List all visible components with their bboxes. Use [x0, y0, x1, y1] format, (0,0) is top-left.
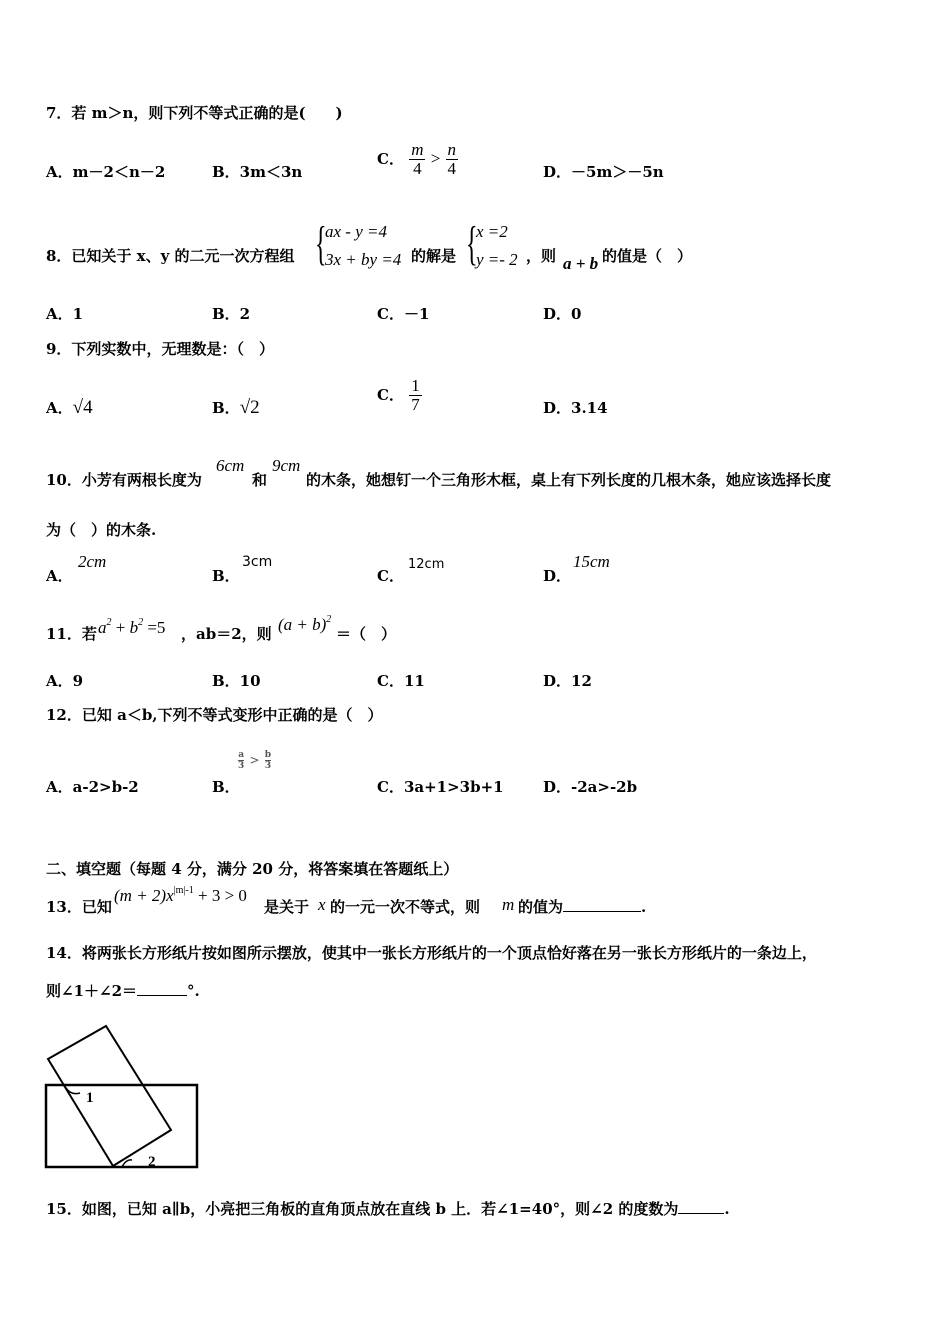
q9-b-value: √2: [239, 397, 260, 418]
q9-c-frac: $\frac{1}{7}$: [411, 375, 420, 414]
q10-option-b-label: B．: [212, 567, 240, 585]
q8-option-b: B．2: [212, 305, 251, 323]
q11-option-d: D．12: [543, 672, 592, 690]
q12-stem: 12．已知 a＜b,下列不等式变形中正确的是（ ）: [46, 706, 383, 724]
q8-eq2: 3x + by =4: [325, 250, 402, 269]
q10-option-a-label: A．: [46, 567, 73, 585]
q11-end: ＝（ ）: [336, 625, 397, 643]
q8-system-brace: {: [315, 217, 327, 270]
q12-option-d: D．-2a>-2b: [543, 778, 638, 796]
q7-c-left-frac: $\frac{m}{4}$: [411, 139, 424, 178]
q11-expr: $(a + b)^2$: [278, 614, 332, 634]
q10-option-b-value: 3cm: [242, 554, 273, 570]
q8-option-d: D．0: [543, 305, 582, 323]
q12-option-b-expr: $\frac{a}{3}$ > $\frac{b}{3}$: [238, 749, 272, 771]
q14-line2: 则∠1＋∠2＝ °.: [46, 982, 200, 1000]
q11-pre: 11．若: [46, 625, 97, 643]
q14-tilted-rectangle: [48, 1026, 171, 1166]
q14-angle2-label: 2: [148, 1154, 156, 1170]
q11-condition: $a^2 + b^2 =5$: [98, 617, 166, 637]
q10-and: 和: [252, 471, 268, 489]
q8-solution-brace: {: [466, 217, 478, 270]
section2-title: 二、填空题（每题 4 分，满分 20 分，将答案填在答题纸上）: [46, 860, 459, 878]
q13-mid2: 的一元一次不等式，则: [330, 898, 481, 916]
q11-option-a: A．9: [46, 672, 84, 690]
q11-option-c: C．11: [377, 672, 425, 690]
q7-c-right-frac: $\frac{n}{4}$: [447, 139, 457, 178]
q7-stem: 7．若 m＞n，则下列不等式正确的是( ): [46, 104, 343, 122]
q8-eq1: ax - y =4: [325, 222, 387, 241]
q9-option-d: D．3.14: [543, 399, 608, 417]
q10-stem-pre: 10．小芳有两根长度为: [46, 471, 202, 489]
q10-option-c-label: C．: [377, 567, 404, 585]
q10-option-d-value: 15cm: [573, 552, 610, 571]
q13-pre: 13．已知: [46, 898, 112, 916]
q13-var-x: x: [318, 895, 326, 914]
q13-var-m: m: [502, 895, 515, 914]
q12-option-c: C．3a+1>3b+1: [377, 778, 504, 796]
q8-mid: 的解是: [411, 247, 457, 265]
q15-text: 15．如图，已知 a∥b，小亮把三角板的直角顶点放在直线 b 上．若∠1=40°，则∠2 的度数为 .: [46, 1200, 730, 1218]
q9-option-a: A．√4: [46, 397, 93, 418]
q15-answer-blank: [678, 1213, 724, 1214]
q9-option-c: C． $\frac{1}{7}$: [377, 375, 420, 414]
q7-option-c: C． $\frac{m}{4}$ > $\frac{n}{4}$: [377, 139, 457, 178]
q13-mid1: 是关于: [264, 898, 310, 916]
q10-option-d-label: D．: [543, 567, 572, 585]
q10-len1: 6cm: [216, 456, 245, 475]
q9-option-b: B．√2: [212, 397, 260, 418]
q8-option-c: C．－1: [377, 305, 430, 323]
q7-option-d: D．－5m＞－5n: [543, 163, 664, 181]
q10-option-c-value: 12cm: [408, 557, 445, 572]
q11-mid: ，ab＝2，则: [181, 625, 272, 643]
q9-a-value: √4: [72, 397, 93, 418]
q8-sol1: x =2: [476, 222, 508, 241]
q12-option-b-label: B．: [212, 778, 240, 796]
q7-option-b: B．3m＜3n: [212, 163, 303, 181]
q13-expr: $(m + 2)x^{|m|-1} + 3 > 0$: [114, 885, 247, 905]
q8-then: ，则: [526, 247, 557, 265]
q14-line1: 14．将两张长方形纸片按如图所示摆放，使其中一张长方形纸片的一个顶点恰好落在另一张长方形纸片的一条边上，: [46, 944, 817, 962]
q11-option-b: B．10: [212, 672, 261, 690]
q8-option-a: A．1: [46, 305, 84, 323]
q12-option-a: A．a-2>b-2: [46, 778, 139, 796]
q10-option-a-value: 2cm: [78, 552, 107, 571]
q9-stem: 9．下列实数中，无理数是：（ ）: [46, 340, 274, 358]
q8-sol2: y =- 2: [476, 250, 518, 269]
q7-option-a: A．m－2＜n－2: [46, 163, 166, 181]
q7-option-c-label: C．: [377, 150, 404, 168]
q14-angle1-arc: [64, 1085, 80, 1094]
q14-horizontal-rectangle: [46, 1085, 197, 1167]
q8-end: 的值是（ ）: [602, 247, 693, 265]
q10-stem-post: 的木条，她想钉一个三角形木框，桌上有下列长度的几根木条，她应该选择长度: [306, 471, 832, 489]
q14-angle1-label: 1: [86, 1090, 94, 1106]
q8-stem-pre: 8．已知关于 x、y 的二元一次方程组: [46, 247, 295, 265]
q10-len2: 9cm: [272, 456, 301, 475]
q8-expr: a + b: [563, 254, 599, 273]
q10-stem-line2: 为（ ）的木条.: [46, 521, 157, 539]
q13-end: 的值为 .: [518, 898, 647, 916]
